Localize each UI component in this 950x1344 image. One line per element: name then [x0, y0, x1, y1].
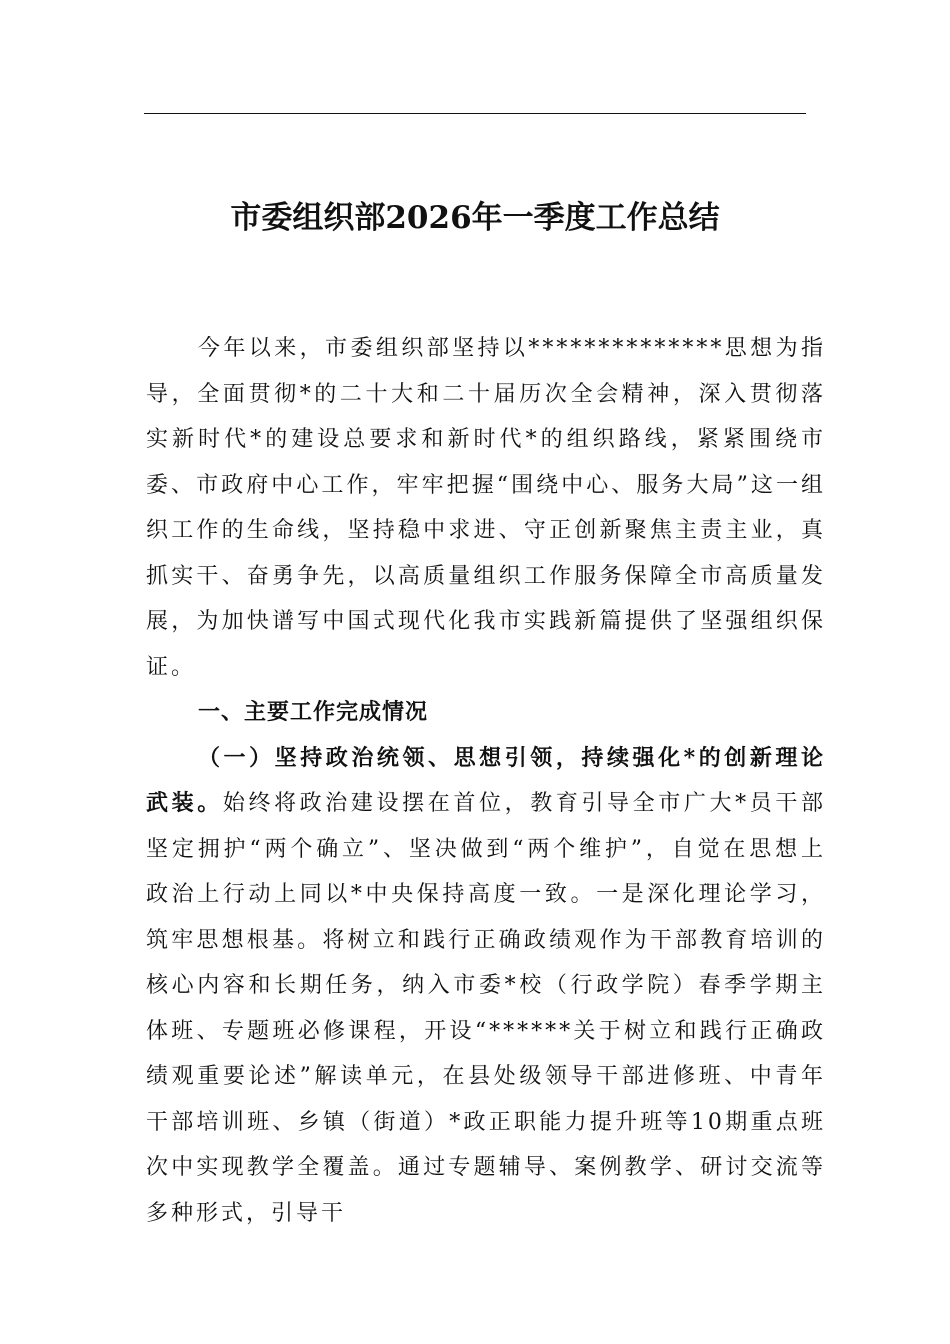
document-body [146, 326, 826, 1236]
paragraph-subheading: （一）坚持政治统领、思想引领，持续强化*的创新理论武装。 [146, 744, 826, 816]
section-heading: 一、主要工作完成情况 [198, 700, 429, 725]
document-title: 市委组织部2026年一季度工作总结 [230, 200, 720, 236]
intro-paragraph: 今年以来，市委组织部坚持以**************思想为指导，全面贯彻*的二十大和二十届历次全会精神，深入贯彻落实新时代*的建设总要求和新时代*的组织路线，紧紧围绕市委、市政府中心工作，牢牢把握“围绕中心、服务大局”这一组织工作的生命线，坚持稳中求进、守正创新聚焦主责主业，真抓实干、奋勇争先，以高质量组织工作服务保障全市高质量发展，为加快谱写中国式现代化我市实践新篇提供了坚强组织保证。 [146, 336, 826, 680]
header-rule [144, 113, 806, 114]
paragraph-text: 始终将政治建设摆在首位，教育引导全市广大*员干部坚定拥护“两个确立”、坚决做到“两个维护”，自觉在思想上政治上行动上同以*中央保持高度一致。一是深化理论学习，筑牢思想根基。将树立和践行正确政绩观作为干部教育培训的核心内容和长期任务，纳入市委*校（行政学院）春季学期主体班、专题班必修课程，开设“******关于树立和践行正确政绩观重要论述”解读单元，在县处级领导干部进修班、中青年干部培训班、乡镇（街道）*政正职能力提升班等10期重点班次中实现教学全覆盖。通过专题辅导、案例教学、研讨交流等多种形式，引导干 [146, 791, 826, 1226]
section-paragraph [146, 736, 826, 1237]
